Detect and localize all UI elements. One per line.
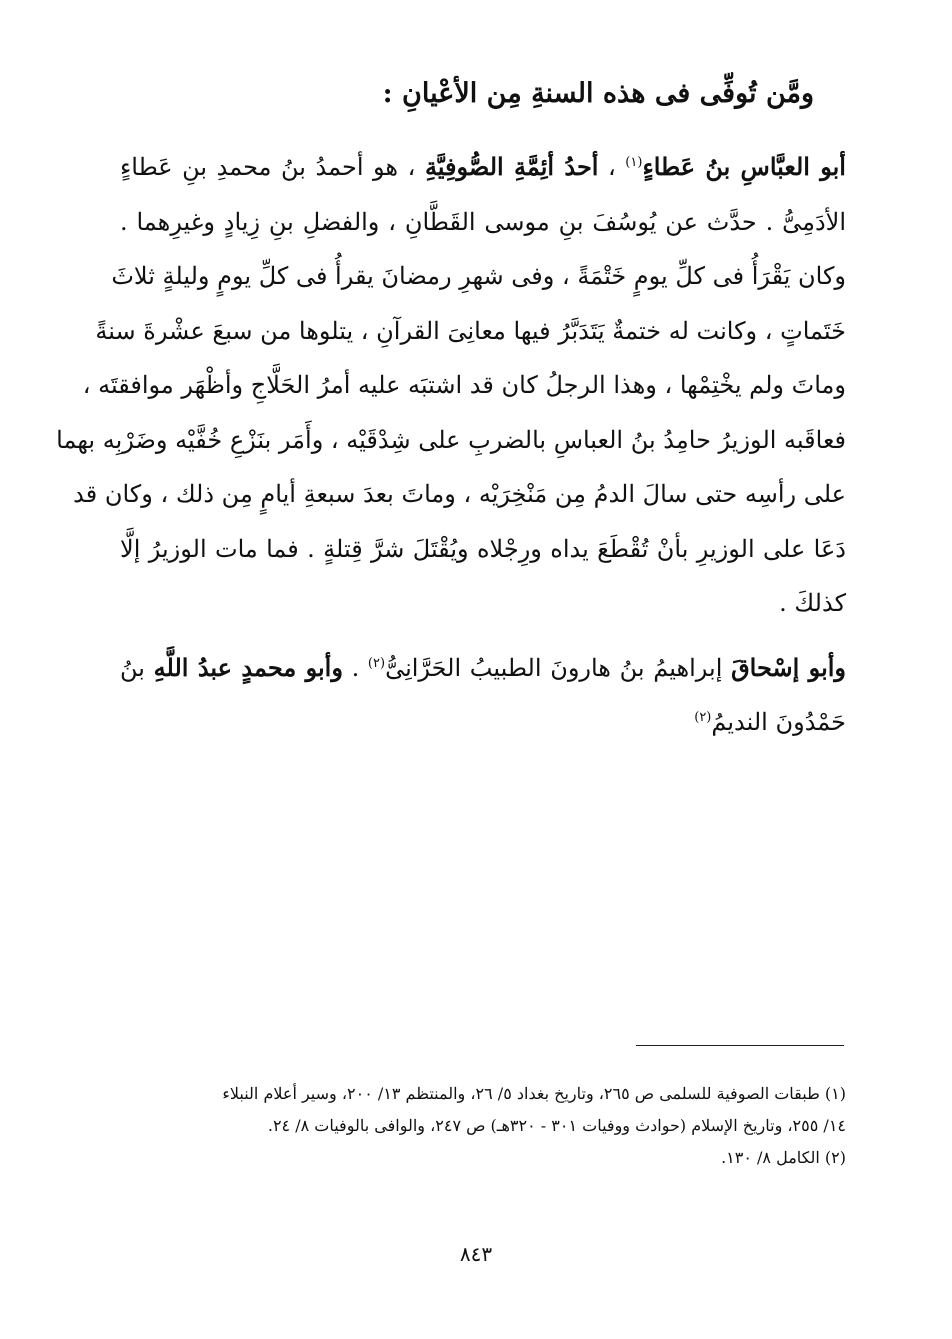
person-description: أحدُ أئِمَّةِ الصُّوفِيَّةِ bbox=[424, 152, 599, 181]
footnote-line: (٢) الكامل ٨/ ١٣٠. bbox=[721, 1148, 846, 1167]
page-number: ٨٤٣ bbox=[459, 1242, 493, 1266]
section-heading: ومَّن تُوفِّى فى هذه السنةِ مِن الأعْيانِ : bbox=[382, 78, 814, 109]
paragraph1-line-4: خَتَماتٍ ، وكانت له ختمةٌ يَتَدَبَّرُ فيها معانِىَ القرآنِ ، يتلوها من سبعَ عشْرةَ سنةً bbox=[95, 316, 846, 345]
paragraph2-line-2 bbox=[120, 695, 846, 750]
paragraph1-line-3: وكان يَقْرَأُ فى كلِّ يومٍ خَتْمَةً ، وفى شهرِ رمضانَ يقرأُ فى كلِّ يومٍ وليلةٍ ثلاثَ bbox=[111, 262, 846, 290]
paragraph1-line-6: فعاقَبه الوزيرُ حامِدُ بنُ العباسِ بالضربِ على شِدْقَيْه ، وأَمَر بنَزْعِ خُفَّيْه وضَرْبِه بهما bbox=[56, 425, 846, 454]
person-name: وأبو محمدٍ عبدُ اللَّهِ bbox=[153, 652, 343, 682]
footnote-ref[interactable]: (١) bbox=[625, 155, 643, 170]
footnotes bbox=[136, 1078, 846, 1174]
paragraph1-line-8: دَعَا على الوزيرِ بأنْ تُقْطَعَ يداه ورِجْلاه ويُقْتَلَ شرَّ قِتلةٍ . فما مات الوزيرُ إلَّا bbox=[120, 534, 846, 563]
main-text bbox=[56, 140, 846, 750]
paragraph1-line-7: على رأسِه حتى سالَ الدمُ مِن مَنْخِرَيْه ، وماتَ بعدَ سبعةِ أيامٍ مِن ذلك ، وكان قد bbox=[73, 480, 846, 508]
line-text: إبراهيمُ بنُ هارونَ الطبيبُ الحَرَّانِىُّ bbox=[385, 653, 732, 682]
footnote-ref[interactable]: (٢) bbox=[367, 655, 386, 671]
footnote-divider bbox=[636, 1045, 844, 1046]
paragraph2-line-1 bbox=[120, 641, 846, 696]
footnote-ref[interactable]: (٢) bbox=[694, 710, 712, 725]
line-text: حَمْدُونَ النديمُ bbox=[711, 708, 846, 736]
footnote-line: (١) طبقات الصوفية للسلمى ص ٢٦٥، وتاريخ بغداد ٥/ ٢٦، والمنتظم ١٣/ ٢٠٠، وسير أعلام النبلاء bbox=[222, 1084, 846, 1103]
person-name: وأبو إسْحاقَ bbox=[731, 652, 846, 682]
line-text: ، هو أحمدُ بنُ محمدِ بنِ عَطاءٍ bbox=[120, 153, 425, 181]
footnote-line: ١٤/ ٢٥٥، وتاريخ الإسلام (حوادث ووفيات ٣٠١ - ٣٢٠هـ) ص ٢٤٧، والوافى بالوفيات ٨/ ٢٤. bbox=[267, 1116, 846, 1135]
paragraph1-line-2: الأدَمِىُّ . حدَّث عن يُوسُفَ بنِ موسى القَطَّانِ ، والفضلِ بنِ زِيادٍ وغيرِهما . bbox=[120, 207, 846, 236]
person-name: أبو العبَّاسِ بنُ عَطاءٍ bbox=[642, 152, 846, 181]
separator: ، bbox=[598, 153, 626, 181]
separator: . bbox=[342, 653, 368, 682]
paragraph1-line-5: وماتَ ولم يخْتِمْها ، وهذا الرجلُ كان قد اشتبَه عليه أمرُ الحَلَّاجِ وأظْهَر موافقتَه ، bbox=[82, 371, 846, 399]
line-text: بنُ bbox=[120, 653, 154, 682]
paragraph1-line-1 bbox=[120, 140, 846, 195]
paragraph1-line-9: كذلكَ . bbox=[779, 589, 846, 617]
